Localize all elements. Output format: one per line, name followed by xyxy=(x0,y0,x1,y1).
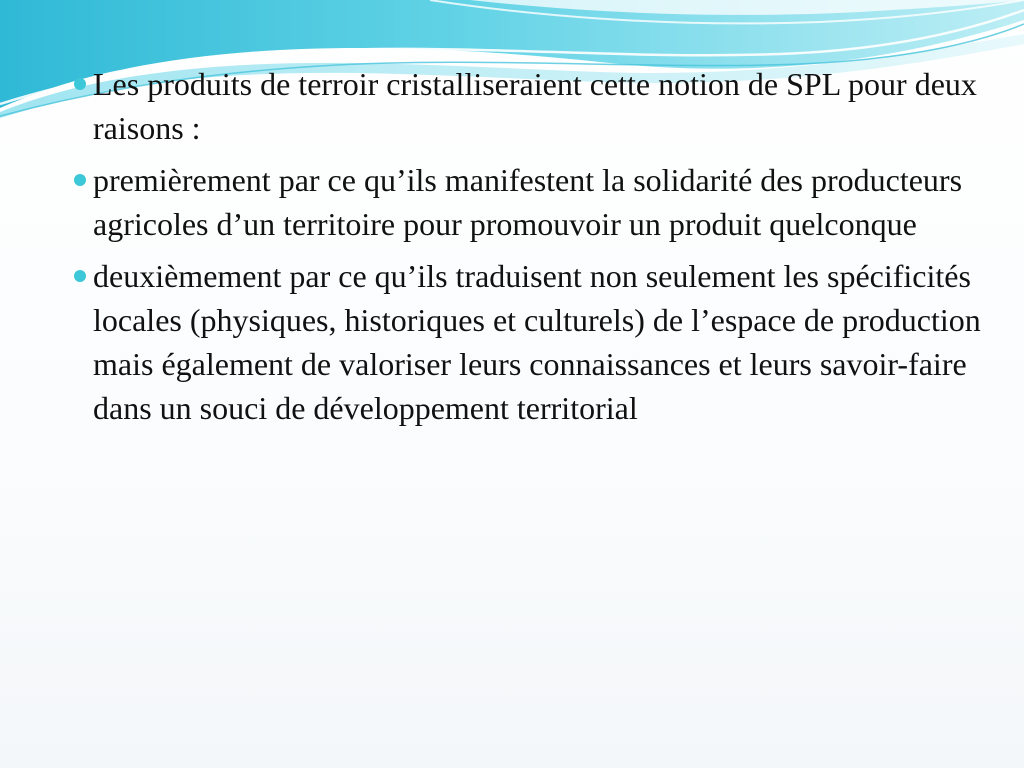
bullet-text: premièrement par ce qu’ils manifestent la solidarité des producteurs agricoles d’un territoire pour promouvoir un produit quelconque xyxy=(93,162,963,242)
bullet-dot-icon xyxy=(74,78,86,90)
bullet-text: Les produits de terroir cristalliseraient cette notion de SPL pour deux raisons : xyxy=(93,66,977,146)
bullet-text: deuxièmement par ce qu’ils traduisent non seulement les spécificités locales (physiques, historiques et culturels) de l’espace de production mais également de valoriser leurs connaissances et leurs savoir-faire dans un souci de développement territorial xyxy=(93,258,981,426)
bullet-dot-icon xyxy=(74,270,86,282)
bullet-list xyxy=(74,62,994,430)
slide-body xyxy=(74,62,994,438)
bullet-item xyxy=(74,254,994,430)
bullet-item xyxy=(74,62,994,150)
bullet-item xyxy=(74,158,994,246)
bullet-dot-icon xyxy=(74,174,86,186)
